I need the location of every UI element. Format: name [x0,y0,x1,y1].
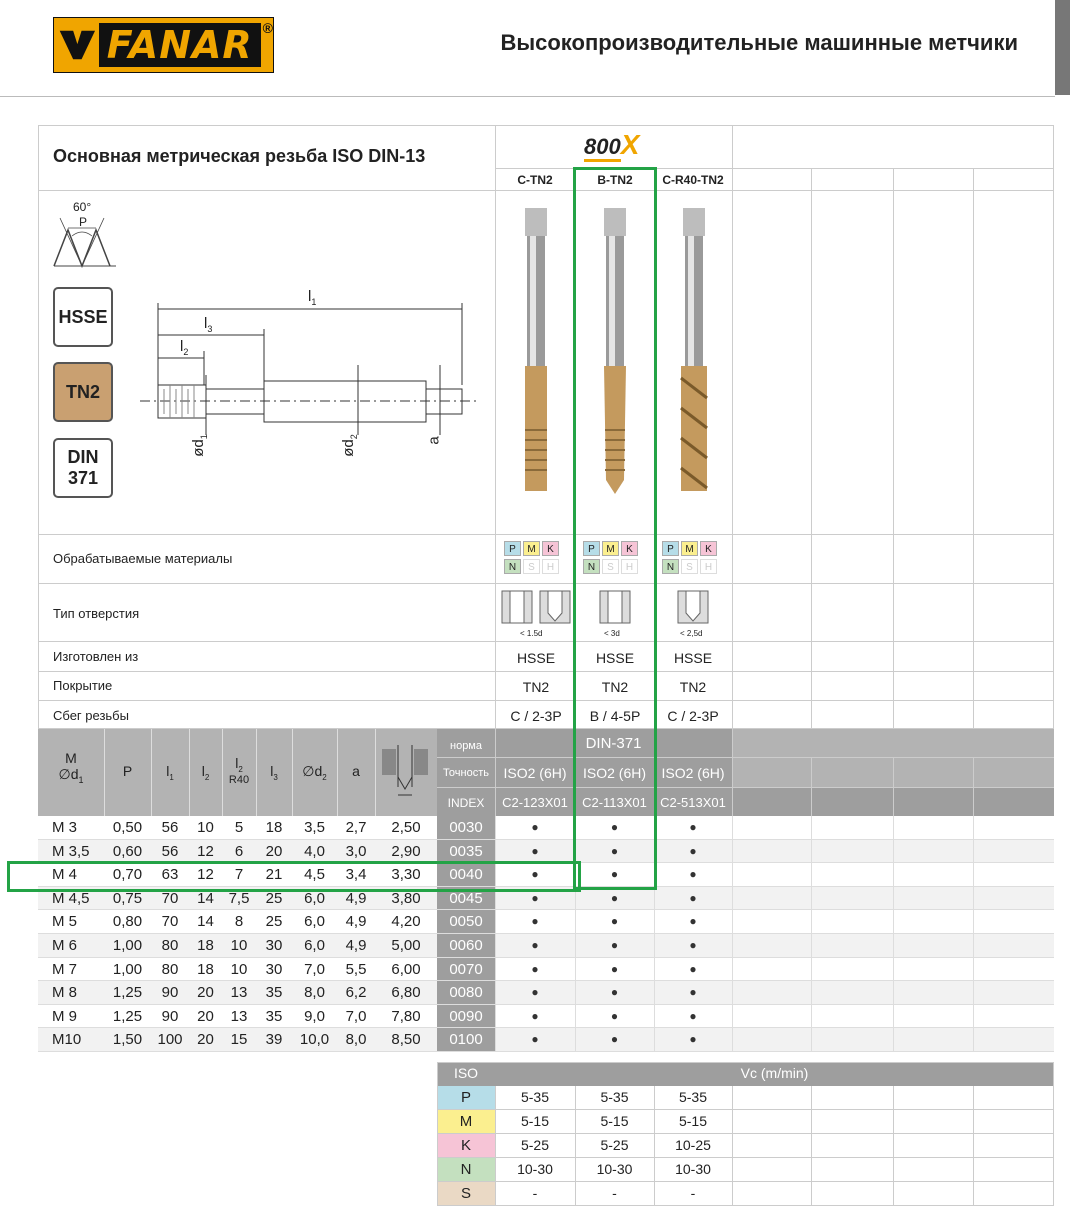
brand-800x [584,129,639,161]
dim-l1: $l_1$ [308,288,317,307]
header-divider [0,96,1055,97]
vc-value: - [532,1185,538,1201]
th-l2-r40: $l_2$ R40 [228,755,250,786]
cell-d: 7,80 [391,1007,421,1025]
th-m: M $\emptyset d_1$ [58,750,84,785]
badge-din371: DIN 371 [53,438,113,498]
cell-d: 4,20 [391,913,421,931]
label-runout: Сбег резьбы [53,708,129,723]
material-n: N [504,559,521,574]
th-l3: $l_3$ [270,763,278,782]
vc-value: 5-15 [600,1113,629,1129]
tap-image-c-r40-tn2 [673,208,715,498]
availability-dot: ● [531,914,539,929]
material-s: S [681,559,698,574]
cell-idx: 0030 [437,816,495,840]
cell-l1: 90 [161,984,179,1002]
cell-l2: 20 [197,1031,214,1049]
tool-name-b-tn2: B-TN2 [597,173,633,187]
runout-c-r40-tn2: C / 2-3P [667,708,719,724]
cell-m: M 4 [52,866,78,884]
runout-c-tn2: C / 2-3P [510,708,562,724]
cell-a: 3,0 [345,842,367,860]
thread-pitch: P [79,215,88,229]
cell-l1: 100 [157,1031,183,1049]
availability-dot: ● [531,890,539,905]
cell-p: 0,70 [112,866,143,884]
cell-a: 8,0 [345,1031,367,1049]
vc-value: 5-25 [520,1137,550,1153]
vc-group-m: M [437,1110,495,1133]
cell-l3: 30 [265,960,283,978]
cell-l1: 90 [161,1007,179,1025]
availability-dot: ● [610,914,619,929]
cell-l3: 39 [265,1031,283,1049]
tool-name-c-tn2: C-TN2 [517,173,553,187]
cell-d: 5,00 [391,937,421,954]
cell-d2: 7,0 [304,960,325,978]
cell-l2r: 8 [234,913,244,931]
cell-d: 6,00 [391,960,421,978]
material-s: S [523,559,540,574]
cell-idx: 0045 [437,887,495,911]
availability-dot: ● [610,867,619,882]
cell-idx: 0100 [437,1028,495,1052]
section-title: Основная метрическая резьба ISO DIN-13 [53,146,426,166]
cell-idx: 0080 [437,981,495,1005]
cell-d2: 9,0 [304,1007,325,1025]
th-norm-value: DIN-371 [585,735,642,752]
cell-l1: 70 [161,889,179,907]
cell-a: 7,0 [345,1007,367,1025]
availability-dot: ● [610,985,619,1000]
availability-dot: ● [689,1008,697,1023]
cell-l2r: 10 [230,960,248,978]
cell-l1: 63 [161,866,179,884]
vc-value: 5-15 [520,1113,550,1129]
made-c-tn2: HSSE [516,650,556,666]
cell-a: 6,2 [345,984,367,1002]
availability-dot: ● [531,820,539,834]
hole-depth-c-r40-tn2: < 2,5d [680,629,703,638]
hole-icon-c-r40-tn2 [676,589,710,629]
material-m: M [602,541,619,556]
availability-dot: ● [610,961,619,976]
cell-l2: 12 [197,842,214,860]
hole-depth-c-tn2: < 1.5d [520,629,543,638]
cell-l1: 56 [161,842,179,860]
vc-value: 10-30 [517,1161,553,1177]
cell-a: 3,4 [345,866,367,884]
availability-dot: ● [689,938,697,952]
availability-dot: ● [689,867,697,882]
cell-l2: 14 [197,889,214,907]
th-tolerance: Точность [443,767,489,779]
cell-l3: 35 [265,1007,283,1025]
vc-iso-header: ISO [453,1065,479,1081]
cell-l3: 35 [265,984,283,1002]
cell-a: 4,9 [345,913,367,931]
cell-idx: 0070 [437,958,495,982]
cell-d2: 8,0 [304,984,325,1002]
cell-l1: 80 [161,960,179,978]
label-made-of: Изготовлен из [53,649,139,664]
availability-dot: ● [610,890,619,905]
brand-x: X [620,129,640,160]
cell-l2r: 7,5 [228,889,250,907]
index-b-tn2: C2-113X01 [582,795,647,810]
cell-a: 2,7 [345,819,367,836]
dim-l3: $l_3$ [204,315,213,334]
cell-l3: 20 [265,842,283,860]
vc-title: Vc (m/min) [740,1065,809,1081]
vc-group-k: K [437,1134,495,1157]
availability-dot: ● [610,1032,619,1047]
th-index: INDEX [447,796,485,810]
availability-dot: ● [531,843,539,858]
cell-m: M 5 [52,913,78,931]
cell-m: M 7 [52,960,78,978]
cell-l1: 70 [161,913,179,931]
cell-a: 4,9 [345,889,367,907]
badge-hsse: HSSE [53,287,113,347]
availability-dot: ● [689,961,697,976]
table-row [38,1028,1054,1052]
vc-value: 10-30 [675,1161,711,1177]
material-m: M [681,541,698,556]
th-p: P [122,763,133,779]
th-d2: $\emptyset d_2$ [302,763,327,782]
cell-p: 1,00 [112,937,143,954]
cell-m: M 8 [52,984,78,1002]
tap-image-c-tn2 [515,208,557,498]
vc-value: 5-15 [678,1113,708,1129]
tol-b-tn2: ISO2 (6H) [582,765,646,781]
vc-value: - [612,1185,617,1201]
cell-d: 8,50 [391,1031,421,1049]
cell-l1: 56 [161,819,179,836]
highlight-column-b-tn2 [573,167,657,890]
availability-dot: ● [689,890,697,905]
table-row [38,981,1054,1005]
tol-c-tn2: ISO2 (6H) [503,765,567,781]
cell-l2: 14 [197,913,214,931]
cell-d: 2,50 [391,819,421,836]
made-b-tn2: HSSE [595,650,635,666]
side-bar [1055,0,1070,95]
cell-l2: 20 [197,984,214,1002]
material-p: P [662,541,679,556]
hole-icon-through [500,589,572,629]
cell-l3: 25 [265,889,283,907]
index-c-tn2: C2-123X01 [502,795,568,810]
coating-b-tn2: TN2 [601,679,629,695]
materials-c-r40-tn2 [662,539,722,575]
cell-a: 4,9 [345,937,367,954]
badge-tn2: TN2 [53,362,113,422]
availability-dot: ● [689,843,697,858]
page-title: Высокопроизводительные машинные метчики [500,30,1018,55]
cell-p: 0,50 [112,819,143,836]
dim-d2: $ød_2$ [339,434,359,457]
cell-d2: 6,0 [304,913,325,931]
vc-value: 10-30 [596,1161,633,1177]
cell-l1: 80 [161,937,179,954]
cell-l2r: 13 [230,984,248,1002]
vc-group-p: P [437,1086,495,1109]
cell-a: 5,5 [345,960,367,978]
availability-dot: ● [689,1032,697,1047]
th-l2: $l_2$ [201,763,210,782]
cell-m: M 6 [52,937,78,954]
material-k: K [621,541,638,556]
cell-l2: 10 [197,819,214,836]
cell-l3: 21 [265,866,283,884]
cell-p: 1,50 [112,1031,143,1049]
thread-angle: 60° [73,200,92,214]
material-h: H [621,559,638,574]
material-h: H [542,559,559,574]
th-norm: норма [450,740,482,752]
fanar-logo [53,17,274,73]
cutting-speed-table [437,1062,1054,1206]
dim-d1: $ød_1$ [189,434,209,457]
cell-m: M10 [52,1031,82,1049]
vc-group-n: N [437,1158,495,1181]
cell-idx: 0040 [437,863,495,887]
cell-d2: 10,0 [299,1031,330,1049]
th-a: a [352,763,360,779]
material-p: P [583,541,600,556]
material-m: M [523,541,540,556]
cell-idx: 0035 [437,840,495,864]
table-row [38,840,1054,864]
cell-m: M 3 [52,819,78,836]
label-coating: Покрытие [53,678,113,693]
cell-d2: 6,0 [304,937,325,954]
cell-l2r: 10 [230,937,248,954]
cell-d: 3,80 [391,889,421,907]
cell-idx: 0050 [437,910,495,934]
cell-d: 2,90 [391,842,421,860]
cell-l3: 18 [265,819,283,836]
cell-m: M 3,5 [52,842,90,860]
th-l1: $l_1$ [166,763,174,782]
availability-dot: ● [610,843,619,858]
availability-dot: ● [689,820,697,834]
dim-l2: $l_2$ [180,338,189,357]
material-k: K [542,541,559,556]
vc-value: 5-35 [520,1089,550,1105]
cell-d: 3,30 [391,866,421,884]
availability-dot: ● [689,985,697,1000]
hole-depth-b-tn2: < 3d [604,629,620,638]
table-row [38,816,1054,840]
table-row [38,958,1054,982]
vc-value: 5-35 [600,1089,629,1105]
availability-dot: ● [531,985,539,1000]
cell-l2r: 6 [234,842,244,860]
cell-l2r: 7 [234,866,244,884]
drill-diameter-icon [380,743,432,801]
availability-dot: ● [531,1032,539,1047]
availability-dot: ● [689,914,697,929]
cell-idx: 0090 [437,1005,495,1029]
fanar-v-icon [58,22,97,68]
cell-l2r: 5 [234,819,244,836]
cell-p: 1,00 [112,960,143,978]
cell-p: 0,80 [112,913,143,931]
availability-dot: ● [610,1008,619,1023]
cell-l3: 30 [265,937,283,954]
cell-p: 1,25 [112,1007,143,1025]
availability-dot: ● [531,1008,539,1023]
highlight-row-m4 [7,861,581,892]
cell-d2: 3,5 [304,819,325,836]
materials-c-tn2 [504,539,564,575]
material-p: P [504,541,521,556]
cell-p: 0,75 [112,889,143,907]
cell-d: 6,80 [391,984,421,1002]
material-k: K [700,541,717,556]
cell-p: 0,60 [112,842,143,860]
cell-l2: 18 [197,960,214,978]
vc-group-s: S [437,1182,495,1205]
cell-m: M 9 [52,1007,78,1025]
vc-value: 5-25 [600,1137,629,1153]
availability-dot: ● [610,820,619,834]
availability-dot: ● [531,938,539,952]
availability-dot: ● [531,867,539,882]
logo-text: FANAR [99,23,261,67]
logo-registered: ® [262,20,273,36]
tol-c-r40-tn2: ISO2 (6H) [661,765,725,781]
cell-l2r: 15 [230,1031,248,1049]
cell-l3: 25 [265,913,283,931]
vc-value: - [690,1185,696,1201]
material-s: S [602,559,619,574]
index-c-r40-tn2: C2-513X01 [660,795,726,810]
material-h: H [700,559,717,574]
material-n: N [583,559,600,574]
table-row [38,910,1054,934]
made-c-r40-tn2: HSSE [673,650,713,666]
cell-l2: 12 [197,866,214,884]
availability-dot: ● [610,938,619,952]
material-n: N [662,559,679,574]
cell-l2: 18 [197,937,214,954]
coating-c-r40-tn2: TN2 [679,679,707,695]
coating-c-tn2: TN2 [522,679,550,695]
vc-value: 10-25 [675,1137,711,1153]
table-row [38,1005,1054,1029]
vc-value: 5-35 [678,1089,708,1105]
availability-dot: ● [531,961,539,976]
table-row [38,934,1054,958]
cell-d2: 4,5 [304,866,325,884]
label-materials: Обрабатываемые материалы [53,551,233,566]
cell-d2: 4,0 [304,842,325,860]
label-hole-type: Тип отверстия [53,606,140,621]
cell-m: M 4,5 [52,889,90,907]
runout-b-tn2: B / 4-5P [589,708,641,724]
tool-name-c-r40-tn2: C-R40-TN2 [662,173,724,187]
cell-idx: 0060 [437,934,495,958]
dim-a: a [425,436,443,445]
cell-d2: 6,0 [304,889,325,907]
cell-l2: 20 [197,1007,214,1025]
cell-l2r: 13 [230,1007,248,1025]
brand-number: 800 [584,134,621,162]
cell-p: 1,25 [112,984,143,1002]
